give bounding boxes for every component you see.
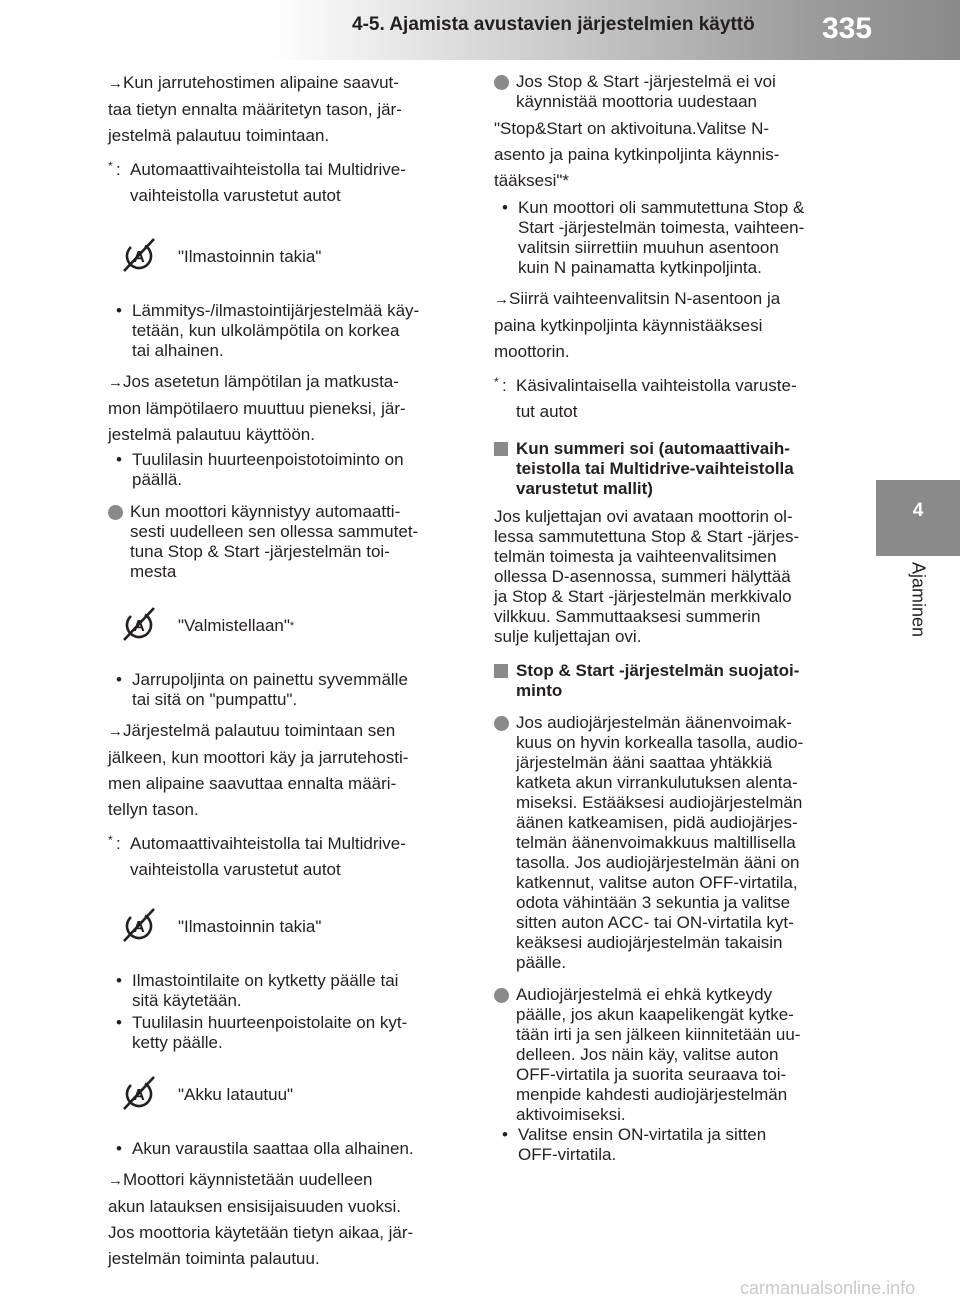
footnote [108, 831, 468, 883]
text-line: katketa akun virrankulutuksen alenta- [516, 773, 798, 792]
bullet-mark: • [116, 971, 122, 990]
bullet-mark: • [116, 301, 122, 320]
message-text [178, 616, 294, 636]
text-line: jestelmä palautuu toimintaan. [108, 126, 330, 145]
text-line: Ilmastointilaite on kytketty päälle tai [132, 971, 399, 990]
text-line: Akun varaustila saattaa olla alhainen. [132, 1139, 414, 1158]
circle-item [494, 985, 854, 1125]
text-line: OFF-virtatila ja suorita seuraava toi- [516, 1065, 787, 1084]
text-line: men alipaine saavuttaa ennalta määri- [108, 774, 397, 793]
text-line: Käsivalintaisella vaihteistolla varuste- [516, 376, 797, 395]
text-line: mesta [130, 562, 177, 581]
bullet-item [108, 971, 468, 1011]
asterisk-mark: * [494, 375, 499, 389]
text-line: Moottori käynnistetään uudelleen [123, 1170, 373, 1189]
arrow-paragraph [494, 286, 854, 365]
text-line: Järjestelmä palautuu toimintaan sen [123, 721, 396, 740]
bullet-item [108, 670, 468, 710]
page-header [0, 0, 960, 60]
arrow-paragraph [108, 1167, 468, 1272]
text-line: tellyn tason. [108, 800, 199, 819]
text-line: paina kytkinpoljinta käynnistääksesi [494, 316, 763, 335]
circle-bullet-icon [494, 75, 509, 90]
bullet-mark: • [116, 450, 122, 469]
text-line: Automaattivaihteistolla tai Multidrive- [130, 160, 406, 179]
text-line: taa tietyn ennalta määritetyn tason, jär- [108, 100, 402, 119]
square-bullet-icon [494, 442, 508, 456]
chapter-side-tab [876, 480, 960, 705]
stop-start-off-icon [120, 1073, 158, 1113]
footnote [108, 157, 468, 209]
asterisk-mark: * [108, 159, 113, 173]
display-message [108, 1073, 468, 1117]
asterisk-mark: * [108, 833, 113, 847]
text-line: moottorin. [494, 342, 570, 361]
circle-item [494, 713, 854, 973]
text-line: ollessa D-asennossa, summeri hälyttää [494, 567, 791, 586]
text-line: päälle. [516, 953, 567, 972]
text-line: Lämmitys-/ilmastointijärjestelmää käy- [132, 301, 420, 320]
bullet-mark: • [116, 1013, 122, 1032]
text-line: jestelmän toiminta palautuu. [108, 1249, 320, 1268]
display-message [108, 905, 468, 949]
bullet-item [108, 1139, 468, 1159]
text-line: käynnistää moottoria uudestaan [516, 92, 757, 111]
text-line: Kun jarrutehostimen alipaine saavut- [123, 73, 399, 92]
text-line: kuin N painamatta kytkinpoljinta. [518, 258, 762, 277]
text-line: ketty päälle. [132, 1033, 223, 1052]
display-message [108, 235, 468, 279]
bullet-item [108, 301, 468, 361]
arrow-icon: → [108, 75, 123, 92]
text-line: "Stop&Start on aktivoituna.Valitse N- [494, 119, 770, 138]
colon: : [116, 160, 121, 179]
text-line: menpide kahdesti audiojärjestelmän [516, 1085, 788, 1104]
text-line: sulje kuljettajan ovi. [494, 627, 642, 646]
quoted-message [494, 116, 854, 194]
text-line: akun latauksen ensisijaisuuden vuoksi. [108, 1197, 401, 1216]
text-line: keäksesi audiojärjestelmän takaisin [516, 933, 783, 952]
section-heading [494, 439, 854, 499]
text-line: OFF-virtatila. [518, 1145, 617, 1164]
text-line: delleen. Jos näin käy, valitse auton [516, 1045, 779, 1064]
text-line: Jos Stop & Start -järjestelmä ei voi [516, 72, 776, 91]
square-bullet-icon [494, 664, 508, 678]
chapter-number: 4 [912, 500, 924, 521]
arrow-icon: → [108, 1172, 123, 1189]
text-line: vaihteistolla varustetut autot [130, 186, 341, 205]
text-line: Kun summeri soi (automaattivaih- [516, 439, 790, 458]
message-text: "Ilmastoinnin takia" [178, 917, 322, 936]
bullet-mark: • [502, 198, 508, 217]
paragraph [494, 507, 854, 647]
arrow-paragraph [108, 369, 468, 448]
text-line: aktivoimiseksi. [516, 1105, 626, 1124]
arrow-icon: → [494, 291, 509, 308]
svg-text:A: A [133, 919, 145, 936]
text-line: Kun moottori oli sammutettuna Stop & [518, 198, 805, 217]
text-line: Jos kuljettajan ovi avataan moottorin ol- [494, 507, 793, 526]
message-label: "Valmistellaan" [178, 616, 290, 635]
chapter-number-box [876, 480, 960, 556]
text-line: sitten auton ACC- tai ON-virtatila kyt- [516, 913, 794, 932]
message-text: "Ilmastoinnin takia" [178, 247, 322, 266]
watermark: carmanualsonline.info [740, 1278, 916, 1298]
circle-bullet-icon [494, 988, 509, 1003]
bullet-item [494, 198, 854, 278]
text-line: asento ja paina kytkinpoljinta käynnis- [494, 145, 780, 164]
section-heading [494, 661, 854, 701]
bullet-mark: • [502, 1125, 508, 1144]
svg-text:A: A [133, 618, 145, 635]
text-line: sitä käytetään. [132, 991, 242, 1010]
bullet-mark: • [116, 1139, 122, 1158]
arrow-icon: → [108, 723, 123, 740]
text-line: äänen katkeamisen, pidä audiojärjes- [516, 813, 798, 832]
text-line: miseksi. Estääksesi audiojärjestelmän [516, 793, 803, 812]
text-line: jestelmä palautuu käyttöön. [108, 425, 315, 444]
colon: : [502, 376, 507, 395]
asterisk-mark: * [289, 620, 295, 632]
circle-bullet-icon [494, 716, 509, 731]
stop-start-off-icon [120, 604, 158, 644]
colon: : [116, 834, 121, 853]
text-line: teistolla tai Multidrive-vaihteistolla [516, 459, 794, 478]
text-line: Jos audiojärjestelmän äänenvoimak- [516, 713, 792, 732]
left-column [108, 66, 468, 1272]
text-line: jälkeen, kun moottori käy ja jarrutehosti- [108, 748, 409, 767]
text-line: Jos moottoria käytetään tietyn aikaa, jär- [108, 1223, 414, 1242]
text-line: tuna Stop & Start -järjestelmän toi- [130, 542, 390, 561]
text-line: lessa sammutettuna Stop & Start -järjes- [494, 527, 800, 546]
text-line: Automaattivaihteistolla tai Multidrive- [130, 834, 406, 853]
stop-start-off-icon [120, 905, 158, 945]
display-message [108, 604, 468, 648]
text-line: tut autot [516, 402, 578, 421]
text-line: odota vähintään 3 sekuntia ja valitse [516, 893, 791, 912]
text-line: mon lämpötilaero muuttuu pieneksi, jär- [108, 399, 406, 418]
text-line: varustetut mallit) [516, 479, 653, 498]
text-line: päälle, jos akun kaapelikengät kytke- [516, 1005, 794, 1024]
text-line: vaihteistolla varustetut autot [130, 860, 341, 879]
text-line: järjestelmän ääni saattaa yhtäkkiä [516, 753, 773, 772]
text-line: Tuulilasin huurteenpoistolaite on kyt- [132, 1013, 408, 1032]
text-line: ja Stop & Start -järjestelmän merkkivalo [494, 587, 792, 606]
right-column [494, 66, 854, 1165]
text-line: telmän toimesta ja vaihteenvalitsimen [494, 547, 777, 566]
bullet-item [494, 1125, 854, 1165]
text-line: telmän äänenvoimakkuus maltillisella [516, 833, 796, 852]
text-line: Jarrupoljinta on painettu syvemmälle [132, 670, 408, 689]
text-line: Valitse ensin ON-virtatila ja sitten [518, 1125, 767, 1144]
text-line: Siirrä vaihteenvalitsin N-asentoon ja [509, 289, 781, 308]
chapter-label: Ajaminen [908, 562, 929, 638]
text-line: minto [516, 681, 563, 700]
text-line: päällä. [132, 470, 183, 489]
bullet-item [108, 450, 468, 490]
text-line: tai sitä on "pumpattu". [132, 690, 298, 709]
circle-item [108, 502, 468, 582]
text-line: Jos asetetun lämpötilan ja matkusta- [123, 372, 399, 391]
page-number: 335 [822, 12, 873, 45]
arrow-paragraph [108, 718, 468, 823]
text-line: kuus on hyvin korkealla tasolla, audio- [516, 733, 804, 752]
text-line: tai alhainen. [132, 341, 224, 360]
text-line: Stop & Start -järjestelmän suojatoi- [516, 661, 800, 680]
section-title: 4-5. Ajamista avustavien järjestelmien käyttö [352, 14, 755, 35]
circle-bullet-icon [108, 505, 123, 520]
footnote [494, 373, 854, 425]
text-line: sesti uudelleen sen ollessa sammutet- [130, 522, 419, 541]
text-line: Audiojärjestelmä ei ehkä kytkeydy [516, 985, 773, 1004]
text-line: valitsin siirrettiin muuhun asentoon [518, 238, 779, 257]
text-line: Start -järjestelmän toimesta, vaihteen- [518, 218, 805, 237]
text-line: tääksesi"* [494, 171, 570, 190]
text-line: vilkkuu. Sammuttaaksesi summerin [494, 607, 761, 626]
svg-text:A: A [133, 249, 145, 266]
arrow-paragraph [108, 70, 468, 149]
text-line: tään irti ja sen jälkeen kiinnitetään uu- [516, 1025, 801, 1044]
text-line: katkennut, valitse auton OFF-virtatila, [516, 873, 798, 892]
circle-item [494, 72, 854, 112]
bullet-item [108, 1013, 468, 1053]
text-line: tetään, kun ulkolämpötila on korkea [132, 321, 400, 340]
message-text: "Akku latautuu" [178, 1085, 294, 1104]
text-line: Tuulilasin huurteenpoistotoiminto on [132, 450, 404, 469]
arrow-icon: → [108, 374, 123, 391]
stop-start-off-icon [120, 235, 158, 275]
text-line: Kun moottori käynnistyy automaatti- [130, 502, 401, 521]
text-line: tasolla. Jos audiojärjestelmän ääni on [516, 853, 800, 872]
svg-text:A: A [133, 1087, 145, 1104]
bullet-mark: • [116, 670, 122, 689]
